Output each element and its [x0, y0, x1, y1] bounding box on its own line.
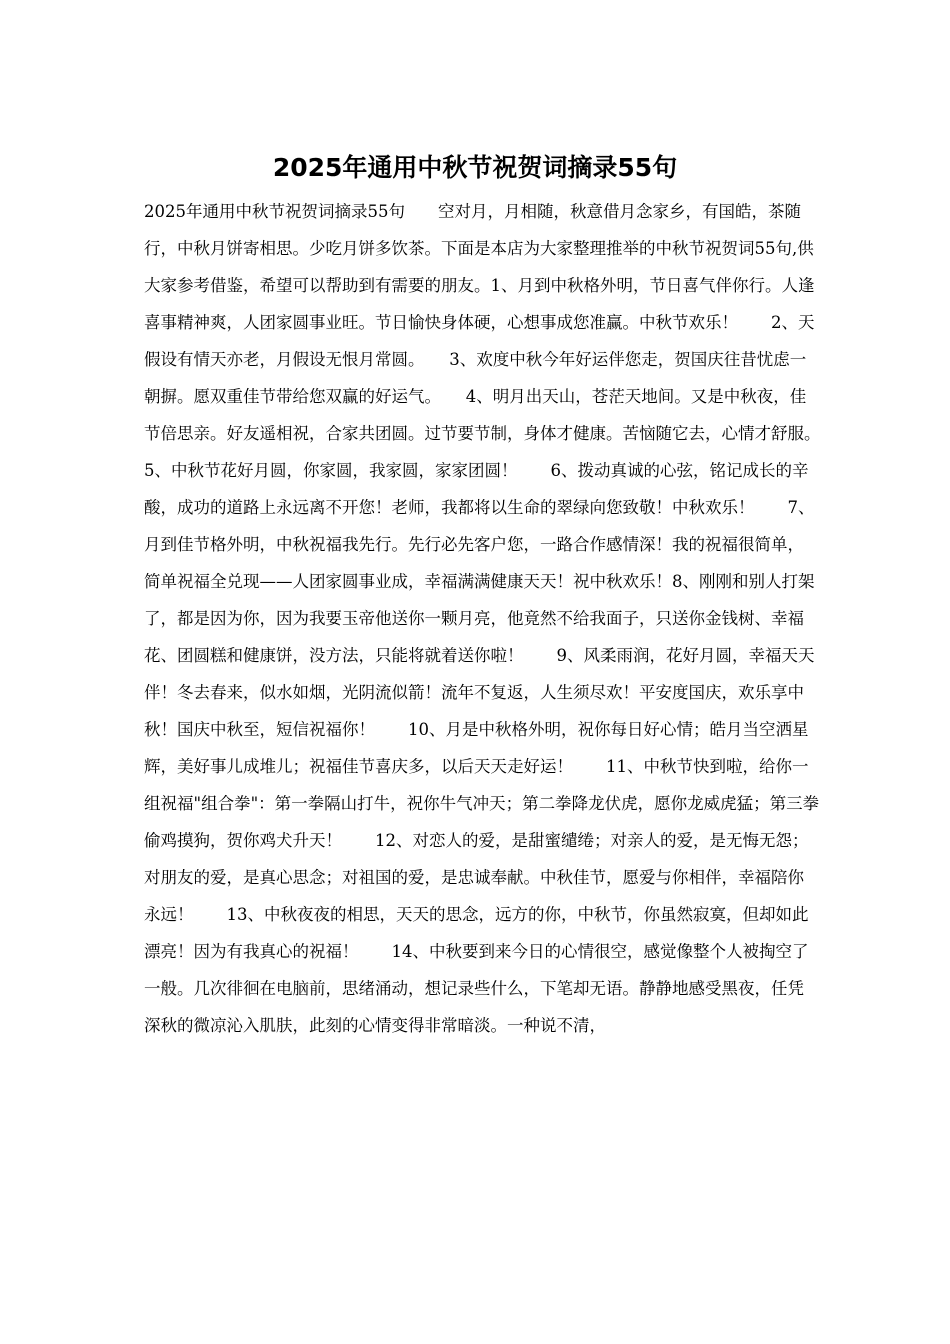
- document-body-text: 2025年通用中秋节祝贺词摘录55句 空对月，月相随，秋意借月念家乡，有国皓，茶随行，中秋月饼寄相思。少吃月饼多饮茶。下面是本店为大家整理推举的中秋节祝贺词55句,供大家参考借鉴，希望可以帮助到有需要的朋友。1、月到中秋格外明，节日喜气伴你行。人逢喜事精神爽，人团家圆事业旺。节日愉快身体硬，心想事成您准赢。中秋节欢乐！ 2、天假设有情天亦老，月假设无恨月常圆。 3、欢度中秋今年好运伴您走，贺国庆往昔忧虑一朝摒。愿双重佳节带给您双赢的好运气。 4、明月出天山，苍茫天地间。又是中秋夜，佳节倍思亲。好友遥相祝，合家共团圆。过节要节制，身体才健康。苦恼随它去，心情才舒服。 5、中秋节花好月圆，你家圆，我家圆，家家团圆！ 6、拨动真诚的心弦，铭记成长的辛酸，成功的道路上永远离不开您！老师，我都将以生命的翠绿向您致敬！中秋欢乐！ 7、月到佳节格外明，中秋祝福我先行。先行必先客户您，一路合作感情深！我的祝福很简单，简单祝福全兑现——人团家圆事业成，幸福满满健康天天！祝中秋欢乐！8、刚刚和别人打架了，都是因为你，因为我要玉帝他送你一颗月亮，他竟然不给我面子，只送你金钱树、幸福花、团圆糕和健康饼，没方法，只能将就着送你啦！ 9、风柔雨润，花好月圆，幸福天天伴！冬去春来，似水如烟，光阴流似箭！流年不复返，人生须尽欢！平安度国庆，欢乐享中秋！国庆中秋至，短信祝福你！ 10、月是中秋格外明，祝你每日好心情；皓月当空洒星辉，美好事儿成堆儿；祝福佳节喜庆多，以后天天走好运！ 11、中秋节快到啦，给你一组祝福"组合拳"：第一拳隔山打牛，祝你牛气冲天；第二拳降龙伏虎，愿你龙威虎猛；第三拳偷鸡摸狗，贺你鸡犬升天！ 12、对恋人的爱，是甜蜜缱绻；对亲人的爱，是无悔无怨；对朋友的爱，是真心思念；对祖国的爱，是忠诚奉献。中秋佳节，愿爱与你相伴，幸福陪你永远！ 13、中秋夜夜的相思，天天的思念，远方的你，中秋节，你虽然寂寞，但却如此漂亮！因为有我真心的祝福！ 14、中秋要到来今日的心情很空，感觉像整个人被掏空了一般。几次徘徊在电脑前，思绪涌动，想记录些什么，下笔却无语。静静地感受黑夜，任凭深秋的微凉沁入肌肤，此刻的心情变得非常暗淡。一种说不清，: [144, 202, 846, 1035]
- document-title: 2025年通用中秋节祝贺词摘录55句: [272, 153, 678, 182]
